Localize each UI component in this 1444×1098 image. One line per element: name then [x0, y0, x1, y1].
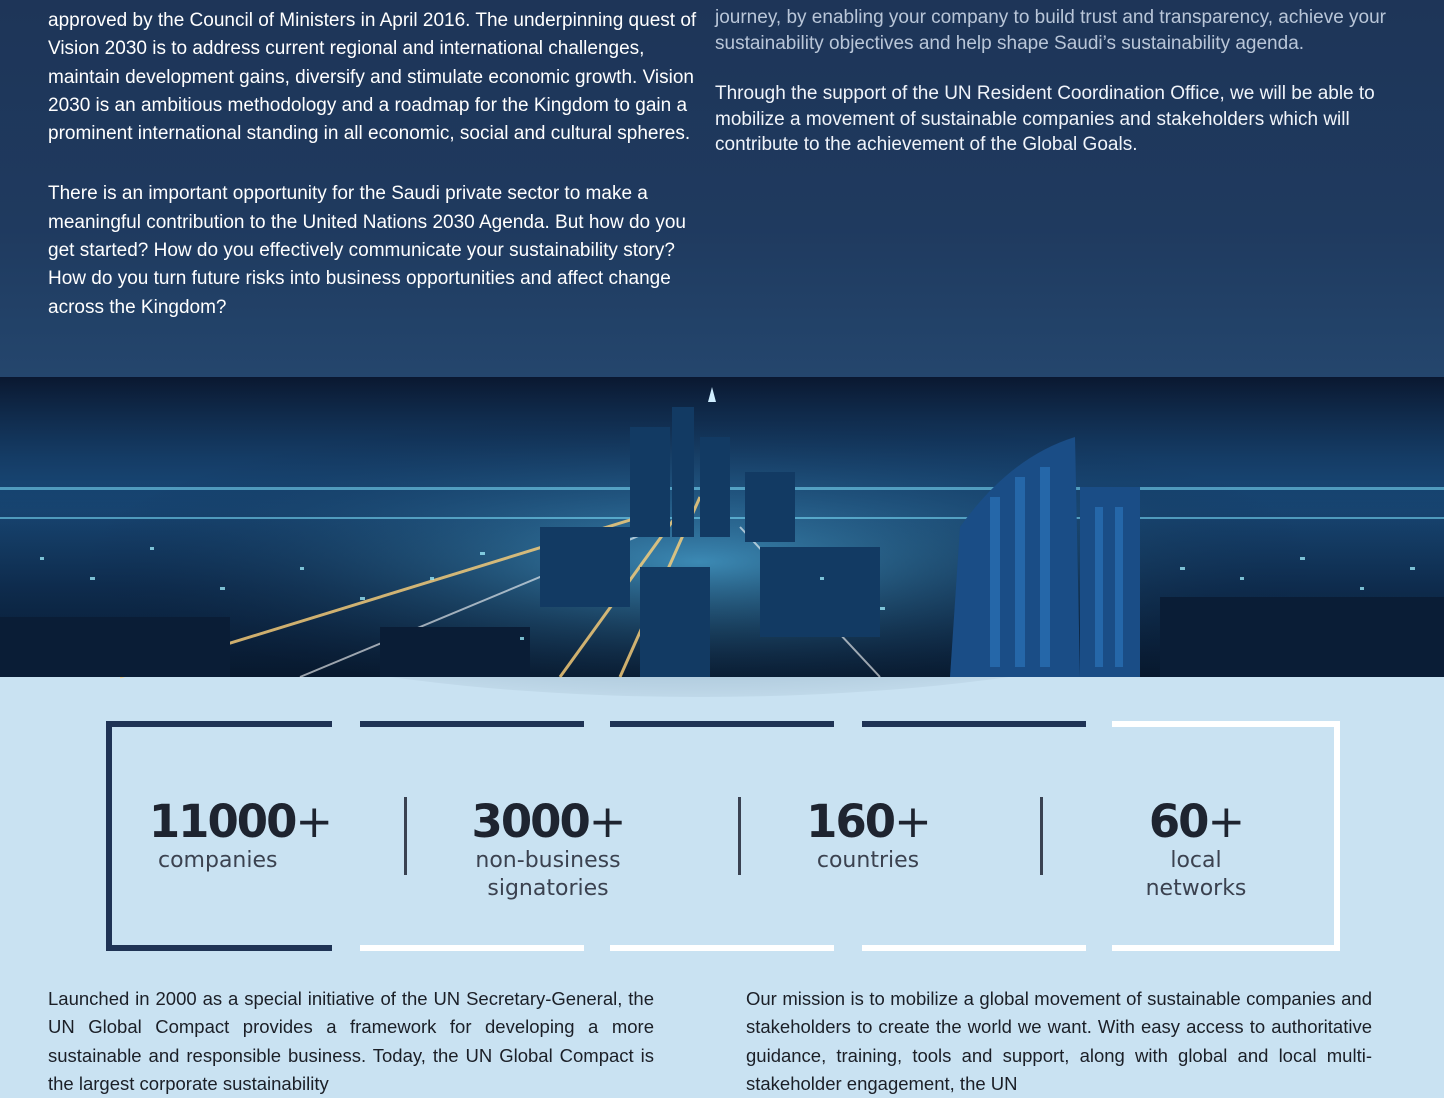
intro-paragraph: approved by the Council of Ministers in April 2016. The underpinning quest of Vision 2030 is to address current regional and international challenges, maintain development gains, diversify and stimulate economic growth. Vision 2030 is an ambitious methodology and a roadmap for the Kingdom to gain a prominent international standing in all economic, social and cultural spheres.	[48, 10, 697, 145]
intro-paragraph: There is an important opportunity for the Saudi private sector to make a meaningful contribution to the United Nations 2030 Agenda. But how do you get started? How do you effectively communicate your sustainability story? How do you turn future risks into business opportunities and affect change across the Kingdom?	[48, 183, 686, 318]
stat-countries	[780, 797, 956, 875]
stats-section	[0, 677, 1444, 967]
stat-label: networks	[1145, 876, 1247, 901]
intro-paragraph: journey, by enabling your company to build trust and transparency, achieve your sustainability objectives and help shape Saudi’s sustainability agenda.	[715, 7, 1387, 54]
stat-number: 3000+	[471, 795, 625, 848]
stat-number: 60+	[1148, 795, 1244, 848]
intro-right-column	[715, 5, 1405, 183]
outro-right-paragraph: Our mission is to mobilize a global movement of sustainable companies and stakeholders to create the world we want. With easy access to authoritative guidance, training, tools and support, along with global and local multi-stakeholder engagement, the UN	[746, 988, 1372, 1094]
stat-label: companies	[158, 848, 278, 873]
stat-local-networks	[1108, 797, 1284, 903]
stat-label: signatories	[487, 876, 609, 901]
frame-top-bar	[610, 721, 834, 727]
outro-left-paragraph: Launched in 2000 as a special initiative of the UN Secretary-General, the UN Global Compact provides a framework for developing a more sustainable and responsible business. Today, the UN Global Compact is the largest corporate sustainability	[48, 988, 654, 1094]
frame-bottom-bar	[610, 945, 834, 951]
frame-right-side	[1334, 721, 1340, 951]
stat-divider	[738, 797, 741, 875]
frame-top-bar	[360, 721, 584, 727]
frame-bottom-bar	[360, 945, 584, 951]
stat-number: 160+	[806, 795, 930, 848]
frame-left-side	[106, 721, 112, 951]
stat-label: countries	[816, 848, 920, 873]
frame-bottom-bar	[1112, 945, 1340, 951]
stat-label: local	[1170, 848, 1222, 873]
stat-non-business	[440, 797, 656, 903]
frame-top-bar	[1112, 721, 1340, 727]
intro-section	[0, 0, 1444, 377]
intro-paragraph: Through the support of the UN Resident Coordination Office, we will be able to mobilize a movement of sustainable companies and stakeholders which will contribute to the achievement of the Global Goals.	[715, 83, 1375, 155]
city-night-photo	[0, 377, 1444, 677]
frame-top-bar	[106, 721, 332, 727]
stat-label: non-business	[475, 848, 621, 873]
stat-divider	[404, 797, 407, 875]
stat-companies	[140, 797, 340, 875]
frame-bottom-bar	[106, 945, 332, 951]
frame-top-bar	[862, 721, 1086, 727]
stat-divider	[1040, 797, 1043, 875]
city-skyline-illustration	[0, 377, 1444, 677]
frame-bottom-bar	[862, 945, 1086, 951]
intro-left-column	[48, 7, 698, 354]
stat-number: 11000+	[148, 795, 332, 848]
